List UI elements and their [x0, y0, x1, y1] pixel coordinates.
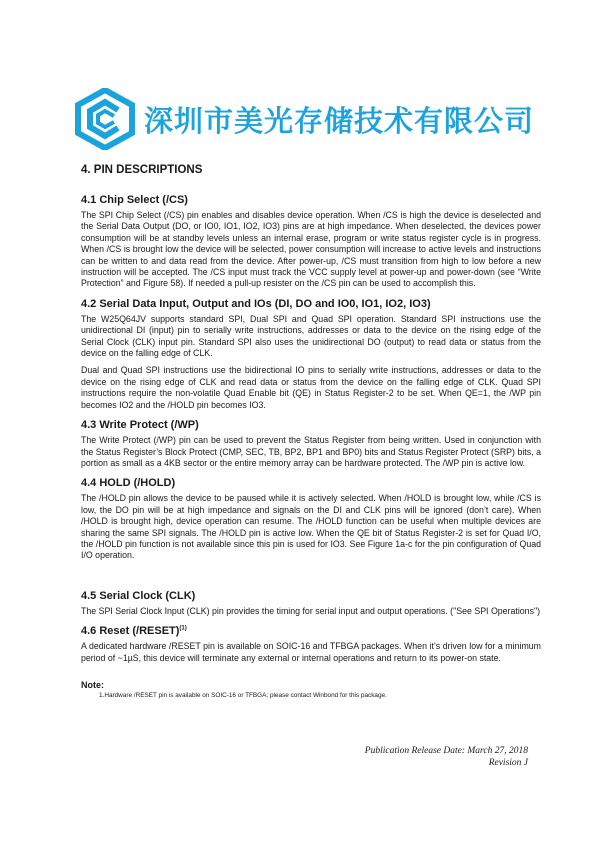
- subsection-heading-text: 4.6 Reset (/RESET): [81, 625, 180, 638]
- company-logo-icon: [74, 88, 136, 150]
- paragraph: The W25Q64JV supports standard SPI, Dual SPI and Quad SPI operation. Standard SPI instructions use the unidirectional DI (input) pin to serially write instructions, addresses or data to the device on the rising edge of the Serial Clock (CLK) input pin. Standard SPI also uses the unidirectional DO (output) to read data or status from the device on the falling edge of CLK.: [81, 313, 541, 359]
- subsection-heading: 4.4 HOLD (/HOLD): [81, 477, 176, 490]
- paragraph: A dedicated hardware /RESET pin is available on SOIC-16 and TFBGA packages. When it’s driven low for a minimum period of ~1µS, this device will terminate any external or internal operations and return to its power-on state.: [81, 641, 541, 663]
- footnote-marker: (1): [179, 625, 187, 632]
- company-name: 深圳市美光存储技术有限公司: [144, 103, 535, 138]
- paragraph: The SPI Chip Select (/CS) pin enables and disables device operation. When /CS is high the device is deselected and the Serial Data Output (DO, or IO0, IO1, IO2, IO3) pins are at high impedance. When deselected, the devices power consumption will be at standby levels unless an internal erase, program or write status register cycle is in progress. When /CS is brought low the device will be selected, power consumption will increase to active levels and instructions can be written to and data read from the device. After power-up, /CS must transition from high to low before a new instruction will be accepted. The /CS input must track the VCC supply level at power-up and power-down (see “Write Protection” and Figure 58). If needed a pull-up resister on the /CS pin can be used to accomplish this.: [81, 210, 541, 289]
- paragraph: The Write Protect (/WP) pin can be used to prevent the Status Register from being written. Used in conjunction with the Status Register’s Block Protect (CMP, SEC, TB, BP2, BP1 and BP0) bits and Status Register Protect (SRP) bits, a portion as small as a 4KB sector or the entire memory array can be hardware protected. The /WP pin is active low.: [81, 435, 541, 468]
- revision: Revision J: [488, 758, 528, 768]
- paragraph: The SPI Serial Clock Input (CLK) pin provides the timing for serial input and output operations. ("See SPI Operations"): [81, 605, 541, 616]
- note-item: 1.Hardware /RESET pin is available on SOIC-16 or TFBGA; please contact Winbond for this package.: [99, 691, 387, 699]
- paragraph: Dual and Quad SPI instructions use the bidirectional IO pins to serially write instructions, addresses or data to the device on the rising edge of CLK and read data or status from the device on the falling edge of CLK. Quad SPI instructions require the non-volatile Quad Enable bit (QE) in Status Register-2 to be set. When QE=1, the /WP pin becomes IO2 and the /HOLD pin becomes IO3.: [81, 365, 541, 410]
- release-date: Publication Release Date: March 27, 2018: [364, 746, 528, 756]
- note-title: Note:: [81, 679, 104, 690]
- subsection-heading: 4.1 Chip Select (/CS): [81, 194, 188, 206]
- subsection-heading: 4.2 Serial Data Input, Output and IOs (DI, DO and IO0, IO1, IO2, IO3): [81, 297, 431, 310]
- paragraph: The /HOLD pin allows the device to be paused while it is actively selected. When /HOLD is brought low, while /CS is low, the DO pin will be at high impedance and signals on the DI and CLK pins will be ignored (don’t care). When /HOLD is brought high, device operation can resume. The /HOLD function can be useful when multiple devices are sharing the same SPI signals. The /HOLD pin is active low. When the QE bit of Status Register-2 is set for Quad I/O, the /HOLD pin function is not available since this pin is used for IO3. See Figure 1a-c for the pin configuration of Quad I/O operation.: [81, 493, 541, 561]
- company-logo: [74, 88, 534, 150]
- subsection-heading: 4.3 Write Protect (/WP): [81, 419, 199, 432]
- document-body: [81, 160, 541, 699]
- subsection-heading: 4.5 Serial Clock (CLK): [81, 589, 196, 602]
- page-footer: [365, 745, 528, 769]
- section-heading: 4. PIN DESCRIPTIONS: [81, 164, 203, 176]
- subsection-heading-reset: [81, 625, 541, 637]
